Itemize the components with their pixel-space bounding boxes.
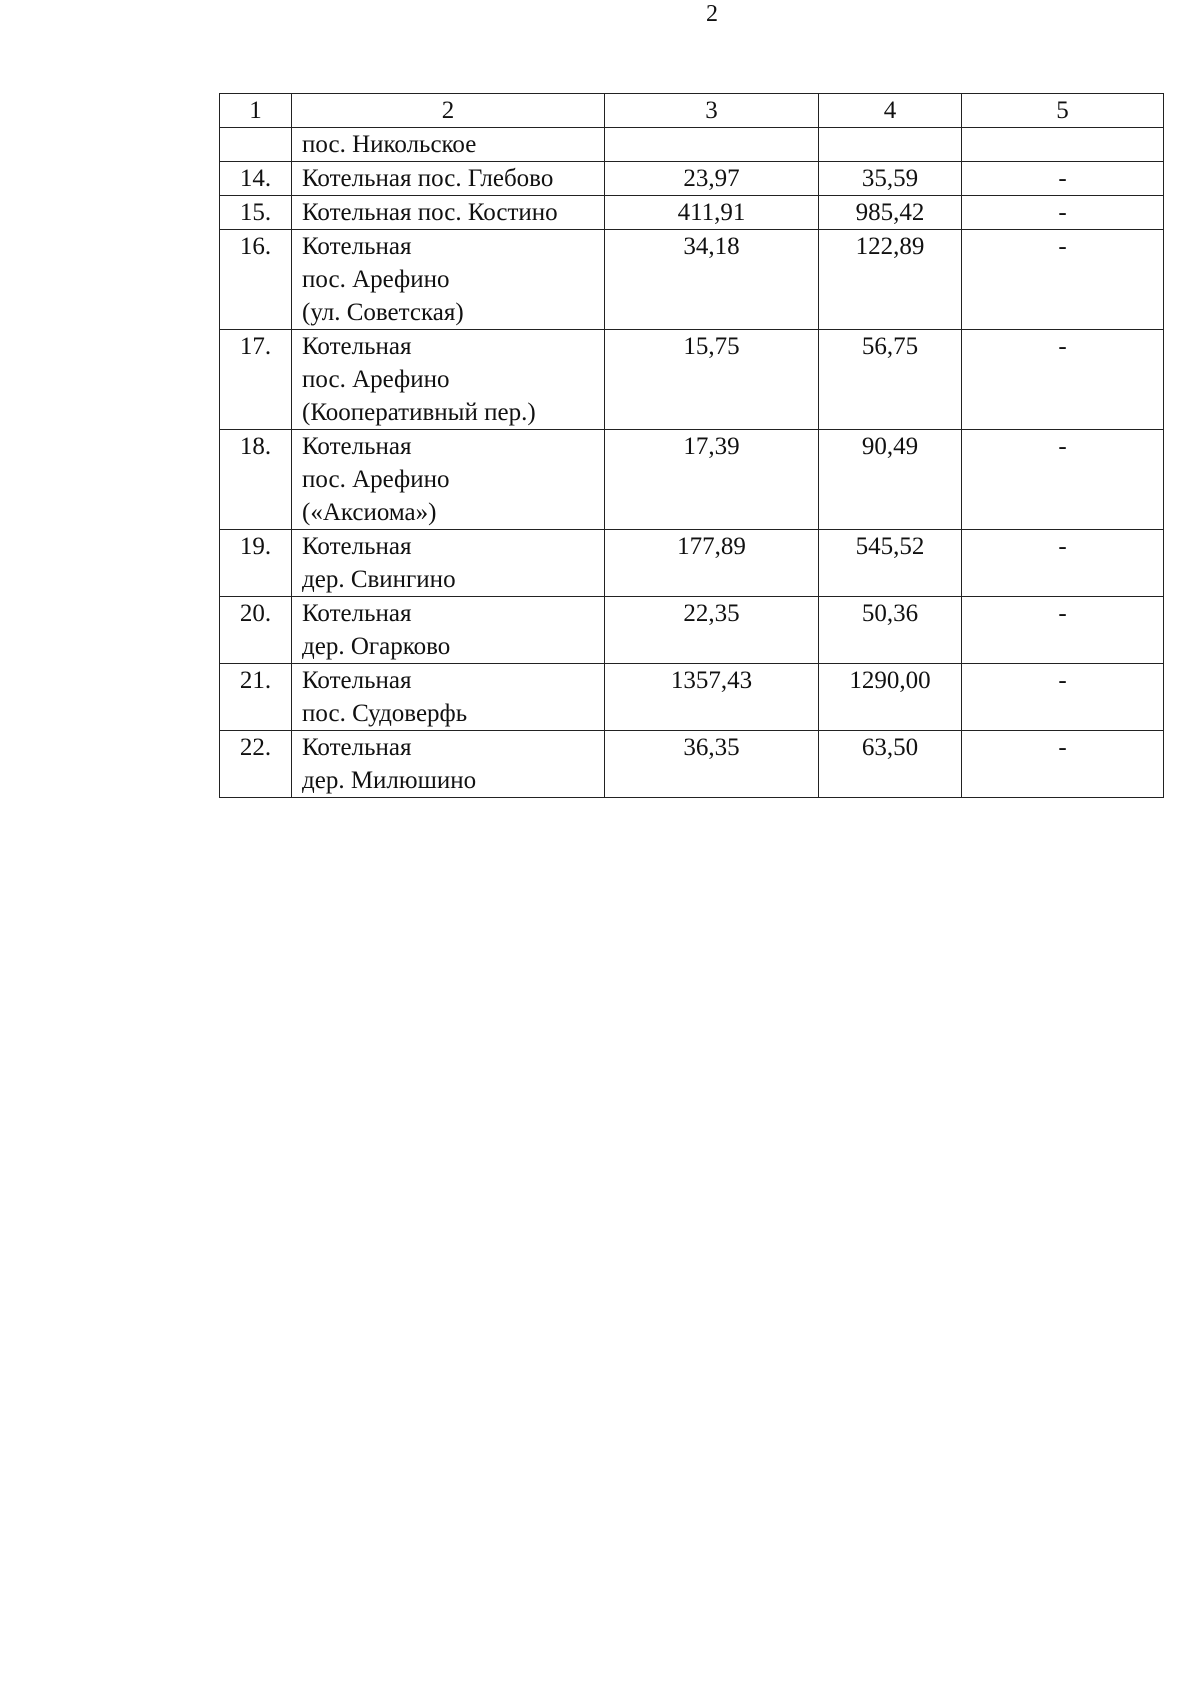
table-row bbox=[220, 162, 1164, 196]
row-number: 18. bbox=[220, 430, 292, 530]
row-number: 22. bbox=[220, 731, 292, 798]
col4-value: 35,59 bbox=[819, 162, 962, 196]
boiler-name-line: Котельная bbox=[302, 433, 412, 460]
boiler-name-line: пос. Судоверфь bbox=[302, 700, 468, 727]
boiler-name-line: дер. Милюшино bbox=[302, 767, 477, 794]
col5-value: - bbox=[962, 664, 1164, 731]
col5-value: - bbox=[962, 330, 1164, 430]
row-number: 14. bbox=[220, 162, 292, 196]
row-number: 19. bbox=[220, 530, 292, 597]
row-number: 21. bbox=[220, 664, 292, 731]
col3-value: 177,89 bbox=[605, 530, 819, 597]
col3-value: 15,75 bbox=[605, 330, 819, 430]
boiler-name bbox=[292, 731, 605, 798]
boiler-name bbox=[292, 597, 605, 664]
boiler-name-line: пос. Арефино bbox=[302, 266, 450, 293]
col5-value: - bbox=[962, 530, 1164, 597]
col3-value: 17,39 bbox=[605, 430, 819, 530]
boiler-name bbox=[292, 162, 605, 196]
boiler-name-line: дер. Огарково bbox=[302, 633, 451, 660]
boiler-name bbox=[292, 330, 605, 430]
table-row bbox=[220, 597, 1164, 664]
col3-value bbox=[605, 128, 819, 162]
boiler-name-line: («Аксиома») bbox=[302, 499, 437, 526]
boiler-name-line: дер. Свингино bbox=[302, 566, 456, 593]
boiler-name-line: Котельная пос. Костино bbox=[302, 199, 558, 226]
header-col-3: 3 bbox=[605, 94, 819, 128]
row-number bbox=[220, 128, 292, 162]
table-row bbox=[220, 330, 1164, 430]
boiler-name bbox=[292, 196, 605, 230]
col4-value: 122,89 bbox=[819, 230, 962, 330]
row-number: 15. bbox=[220, 196, 292, 230]
boiler-name bbox=[292, 530, 605, 597]
table-row bbox=[220, 731, 1164, 798]
row-number: 20. bbox=[220, 597, 292, 664]
table-row bbox=[220, 230, 1164, 330]
boiler-name-line: Котельная bbox=[302, 233, 412, 260]
col3-value: 36,35 bbox=[605, 731, 819, 798]
boiler-name-line: Котельная bbox=[302, 734, 412, 761]
table-row bbox=[220, 430, 1164, 530]
boiler-table bbox=[219, 93, 1164, 798]
col5-value: - bbox=[962, 230, 1164, 330]
col4-value: 56,75 bbox=[819, 330, 962, 430]
table-row bbox=[220, 196, 1164, 230]
boiler-name-line: пос. Арефино bbox=[302, 366, 450, 393]
boiler-name bbox=[292, 430, 605, 530]
header-row bbox=[220, 94, 1164, 128]
col4-value bbox=[819, 128, 962, 162]
boiler-name-line: Котельная bbox=[302, 600, 412, 627]
col3-value: 23,97 bbox=[605, 162, 819, 196]
col4-value: 90,49 bbox=[819, 430, 962, 530]
row-number: 17. bbox=[220, 330, 292, 430]
col4-value: 63,50 bbox=[819, 731, 962, 798]
boiler-name-line: пос. Арефино bbox=[302, 466, 450, 493]
col5-value bbox=[962, 128, 1164, 162]
boiler-name bbox=[292, 664, 605, 731]
col5-value: - bbox=[962, 162, 1164, 196]
col4-value: 985,42 bbox=[819, 196, 962, 230]
col4-value: 1290,00 bbox=[819, 664, 962, 731]
boiler-name-line: Котельная пос. Глебово bbox=[302, 165, 554, 192]
header-col-2: 2 bbox=[292, 94, 605, 128]
col4-value: 50,36 bbox=[819, 597, 962, 664]
boiler-name: пос. Никольское bbox=[292, 128, 605, 162]
boiler-name-line: Котельная bbox=[302, 667, 412, 694]
boiler-name-line: Котельная bbox=[302, 333, 412, 360]
header-col-1: 1 bbox=[220, 94, 292, 128]
boiler-name-line: Котельная bbox=[302, 533, 412, 560]
table-row bbox=[220, 530, 1164, 597]
header-col-4: 4 bbox=[819, 94, 962, 128]
col3-value: 411,91 bbox=[605, 196, 819, 230]
boiler-name bbox=[292, 230, 605, 330]
col3-value: 1357,43 bbox=[605, 664, 819, 731]
col5-value: - bbox=[962, 597, 1164, 664]
col5-value: - bbox=[962, 731, 1164, 798]
table-row bbox=[220, 664, 1164, 731]
boiler-name-line: (Кооперативный пер.) bbox=[302, 399, 536, 426]
continuation-row bbox=[220, 128, 1164, 162]
col5-value: - bbox=[962, 430, 1164, 530]
col3-value: 34,18 bbox=[605, 230, 819, 330]
row-number: 16. bbox=[220, 230, 292, 330]
col3-value: 22,35 bbox=[605, 597, 819, 664]
col4-value: 545,52 bbox=[819, 530, 962, 597]
header-col-5: 5 bbox=[962, 94, 1164, 128]
col5-value: - bbox=[962, 196, 1164, 230]
boiler-name-line: (ул. Советская) bbox=[302, 299, 464, 326]
page-number: 2 bbox=[706, 1, 718, 27]
